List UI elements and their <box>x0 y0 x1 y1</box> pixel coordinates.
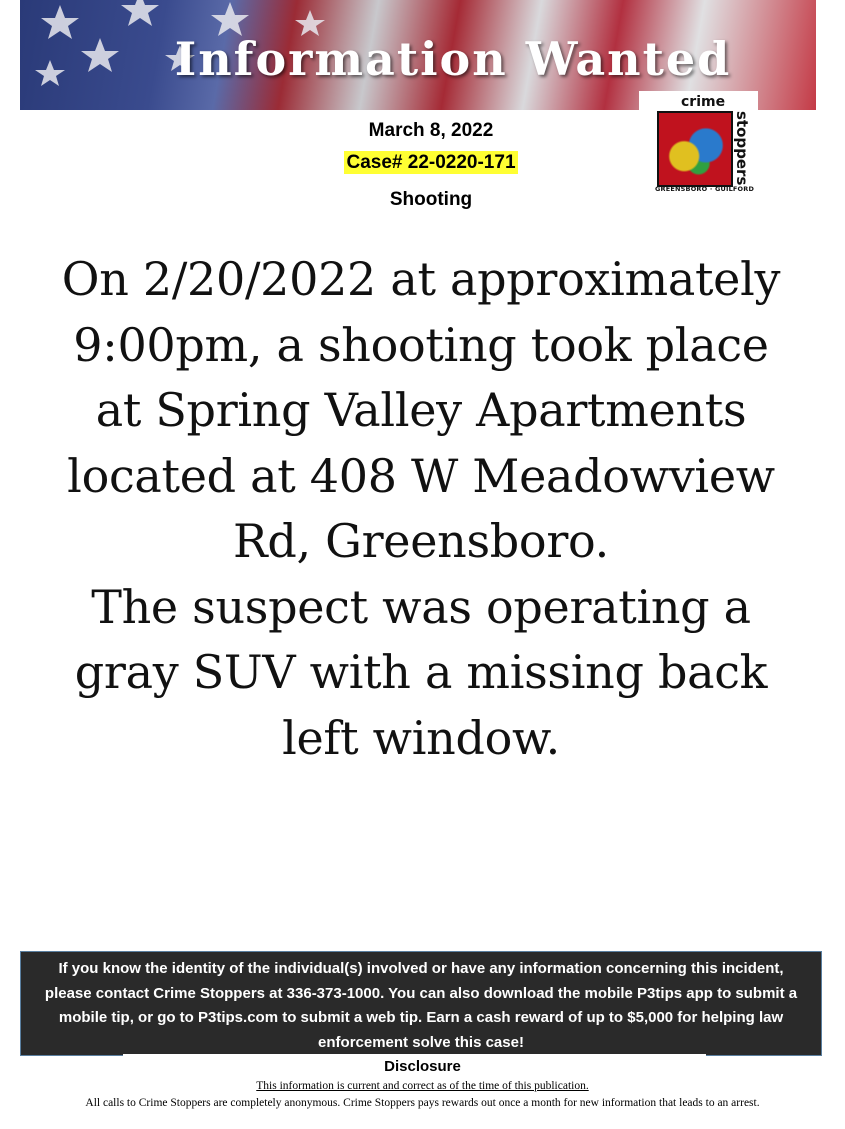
panel-divider <box>123 1054 706 1056</box>
case-number-row <box>300 152 562 174</box>
crime-stoppers-logo <box>639 91 758 199</box>
incident-paragraph-2: The suspect was operating a gray SUV with a missing back left window. <box>74 579 768 765</box>
logo-bottom-text: GREENSBORO · GUILFORD <box>655 185 755 193</box>
logo-top-text: crime <box>681 94 726 110</box>
fingerprint-icon <box>657 111 733 187</box>
contact-panel <box>20 951 822 1056</box>
incident-description <box>60 247 782 771</box>
disclosure-anonymity-note: All calls to Crime Stoppers are completely anonymous. Crime Stoppers pays rewards out once a month for new information that leads to an arrest. <box>85 1097 760 1109</box>
disclosure-heading: Disclosure <box>384 1058 461 1075</box>
case-number: Case# 22-0220-171 <box>346 152 516 173</box>
incident-type: Shooting <box>389 189 473 210</box>
disclosure-currency-note: This information is current and correct as of the time of this publication. <box>256 1080 589 1092</box>
contact-panel-text: If you know the identity of the individual(s) involved or have any information concerning this incident, please contact Crime Stoppers at 336-373-1000. You can also download the mobile P3tips app to submit a mobile tip, or go to P3tips.com to submit a web tip. Earn a cash reward of up to $5,000 for helping law enforcement solve this case! <box>44 960 798 1051</box>
banner-title: Information Wanted <box>174 32 732 86</box>
logo-side-text: stoppers <box>733 111 751 185</box>
logo-side-graphic <box>732 109 754 185</box>
incident-paragraph-1: On 2/20/2022 at approximately 9:00pm, a shooting took place at Spring Valley Apartments located at 408 W Meadowview Rd, Greensboro. <box>61 252 781 568</box>
bulletin-date: March 8, 2022 <box>368 120 494 141</box>
